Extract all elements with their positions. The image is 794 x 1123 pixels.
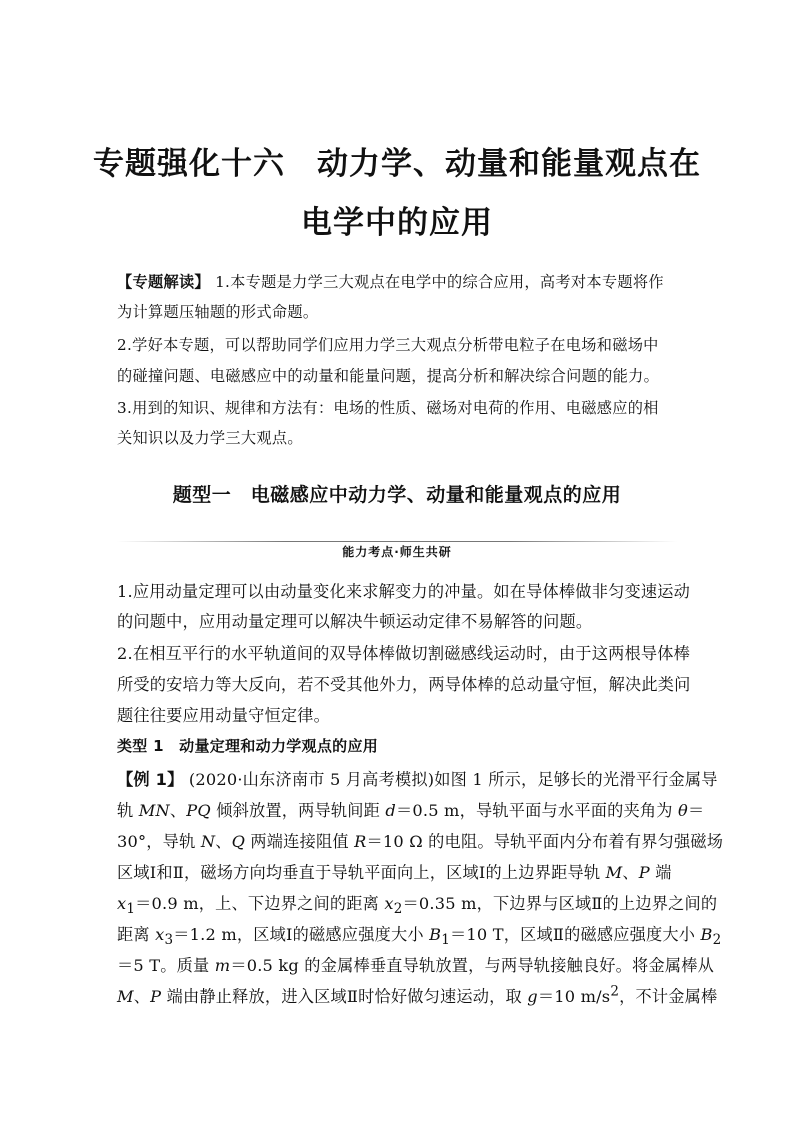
intro-paragraph-1: 【专题解读】 1.本专题是力学三大观点在电学中的综合应用，高考对本专题将作 [117,273,664,291]
point-1: 1.应用动量定理可以由动量变化来求解变力的冲量。如在导体棒做非匀变速运动 [117,582,691,601]
intro-paragraph-1-cont: 为计算题压轴题的形式命题。 [117,303,319,321]
subheading-rule [117,541,677,542]
example-line-5: $x_1=0.9$ m，上、下边界之间的距离 $x_2=0.35$ m，下边界与区域Ⅱ的上边界之间的 [117,894,718,918]
example-label: 【例 1】 [117,770,184,789]
example-line-2: 轨 MN、PQ 倾斜放置，两导轨间距 d＝0.5 m，导轨平面与水平面的夹角为 θ＝ [117,801,705,820]
point-2-cont-2: 题往往要应用动量守恒定律。 [117,706,331,725]
point-2-cont-1: 所受的安培力等大反向，若不受其他外力，两导体棒的总动量守恒，解决此类问 [117,675,691,694]
page-title-line-2: 电学中的应用 [301,205,493,241]
intro-label: 【专题解读】 [117,273,210,291]
type1-heading: 类型 1 动量定理和动力学观点的应用 [117,737,379,755]
example-line-1: 【例 1】 (2020·山东济南市 5 月高考模拟)如图 1 所示，足够长的光滑平行金属导 [117,770,718,789]
section-subheading: 能力考点·师生共研 [117,538,677,566]
point-1-cont: 的问题中，应用动量定理可以解决牛顿运动定律不易解答的问题。 [117,612,593,631]
point-2: 2.在相互平行的水平轨道间的双导体棒做切割磁感线运动时，由于这两根导体棒 [117,644,691,663]
example-line-7: ＝5 T。质量 m＝0.5 kg 的金属棒垂直导轨放置，与两导轨接触良好。将金属棒从 [117,956,714,975]
example-line-8: M、P 端由静止释放，进入区域Ⅱ时恰好做匀速运动，取 g＝10 $m/s^2$，不计金属棒 [117,983,718,1006]
intro-paragraph-3-cont: 关知识以及力学三大观点。 [117,429,303,447]
example-line-6: 距离 $x_3=1.2$ m，区域Ⅰ的磁感应强度大小 $B_1=10$ T，区域Ⅱ的磁感应强度大小 $B_2$ [117,925,722,949]
intro-paragraph-3: 3.用到的知识、规律和方法有：电场的性质、磁场对电荷的作用、电磁感应的相 [117,399,659,417]
example-line-4: 区域Ⅰ和Ⅱ，磁场方向均垂直于导轨平面向上，区域Ⅰ的上边界距导轨 M、P 端 [117,863,672,882]
section-heading: 题型一 电磁感应中动力学、动量和能量观点的应用 [172,484,622,506]
page-title-line-1: 专题强化十六 动力学、动量和能量观点在 [93,146,701,182]
example-line-3: 30°，导轨 N、Q 两端连接阻值 R＝10 Ω 的电阻。导轨平面内分布着有界匀强磁场 [117,832,724,851]
intro-paragraph-2: 2.学好本专题，可以帮助同学们应用力学三大观点分析带电粒子在电场和磁场中 [117,336,659,354]
intro-paragraph-2-cont: 的碰撞问题、电磁感应中的动量和能量问题，提高分析和解决综合问题的能力。 [117,367,660,385]
